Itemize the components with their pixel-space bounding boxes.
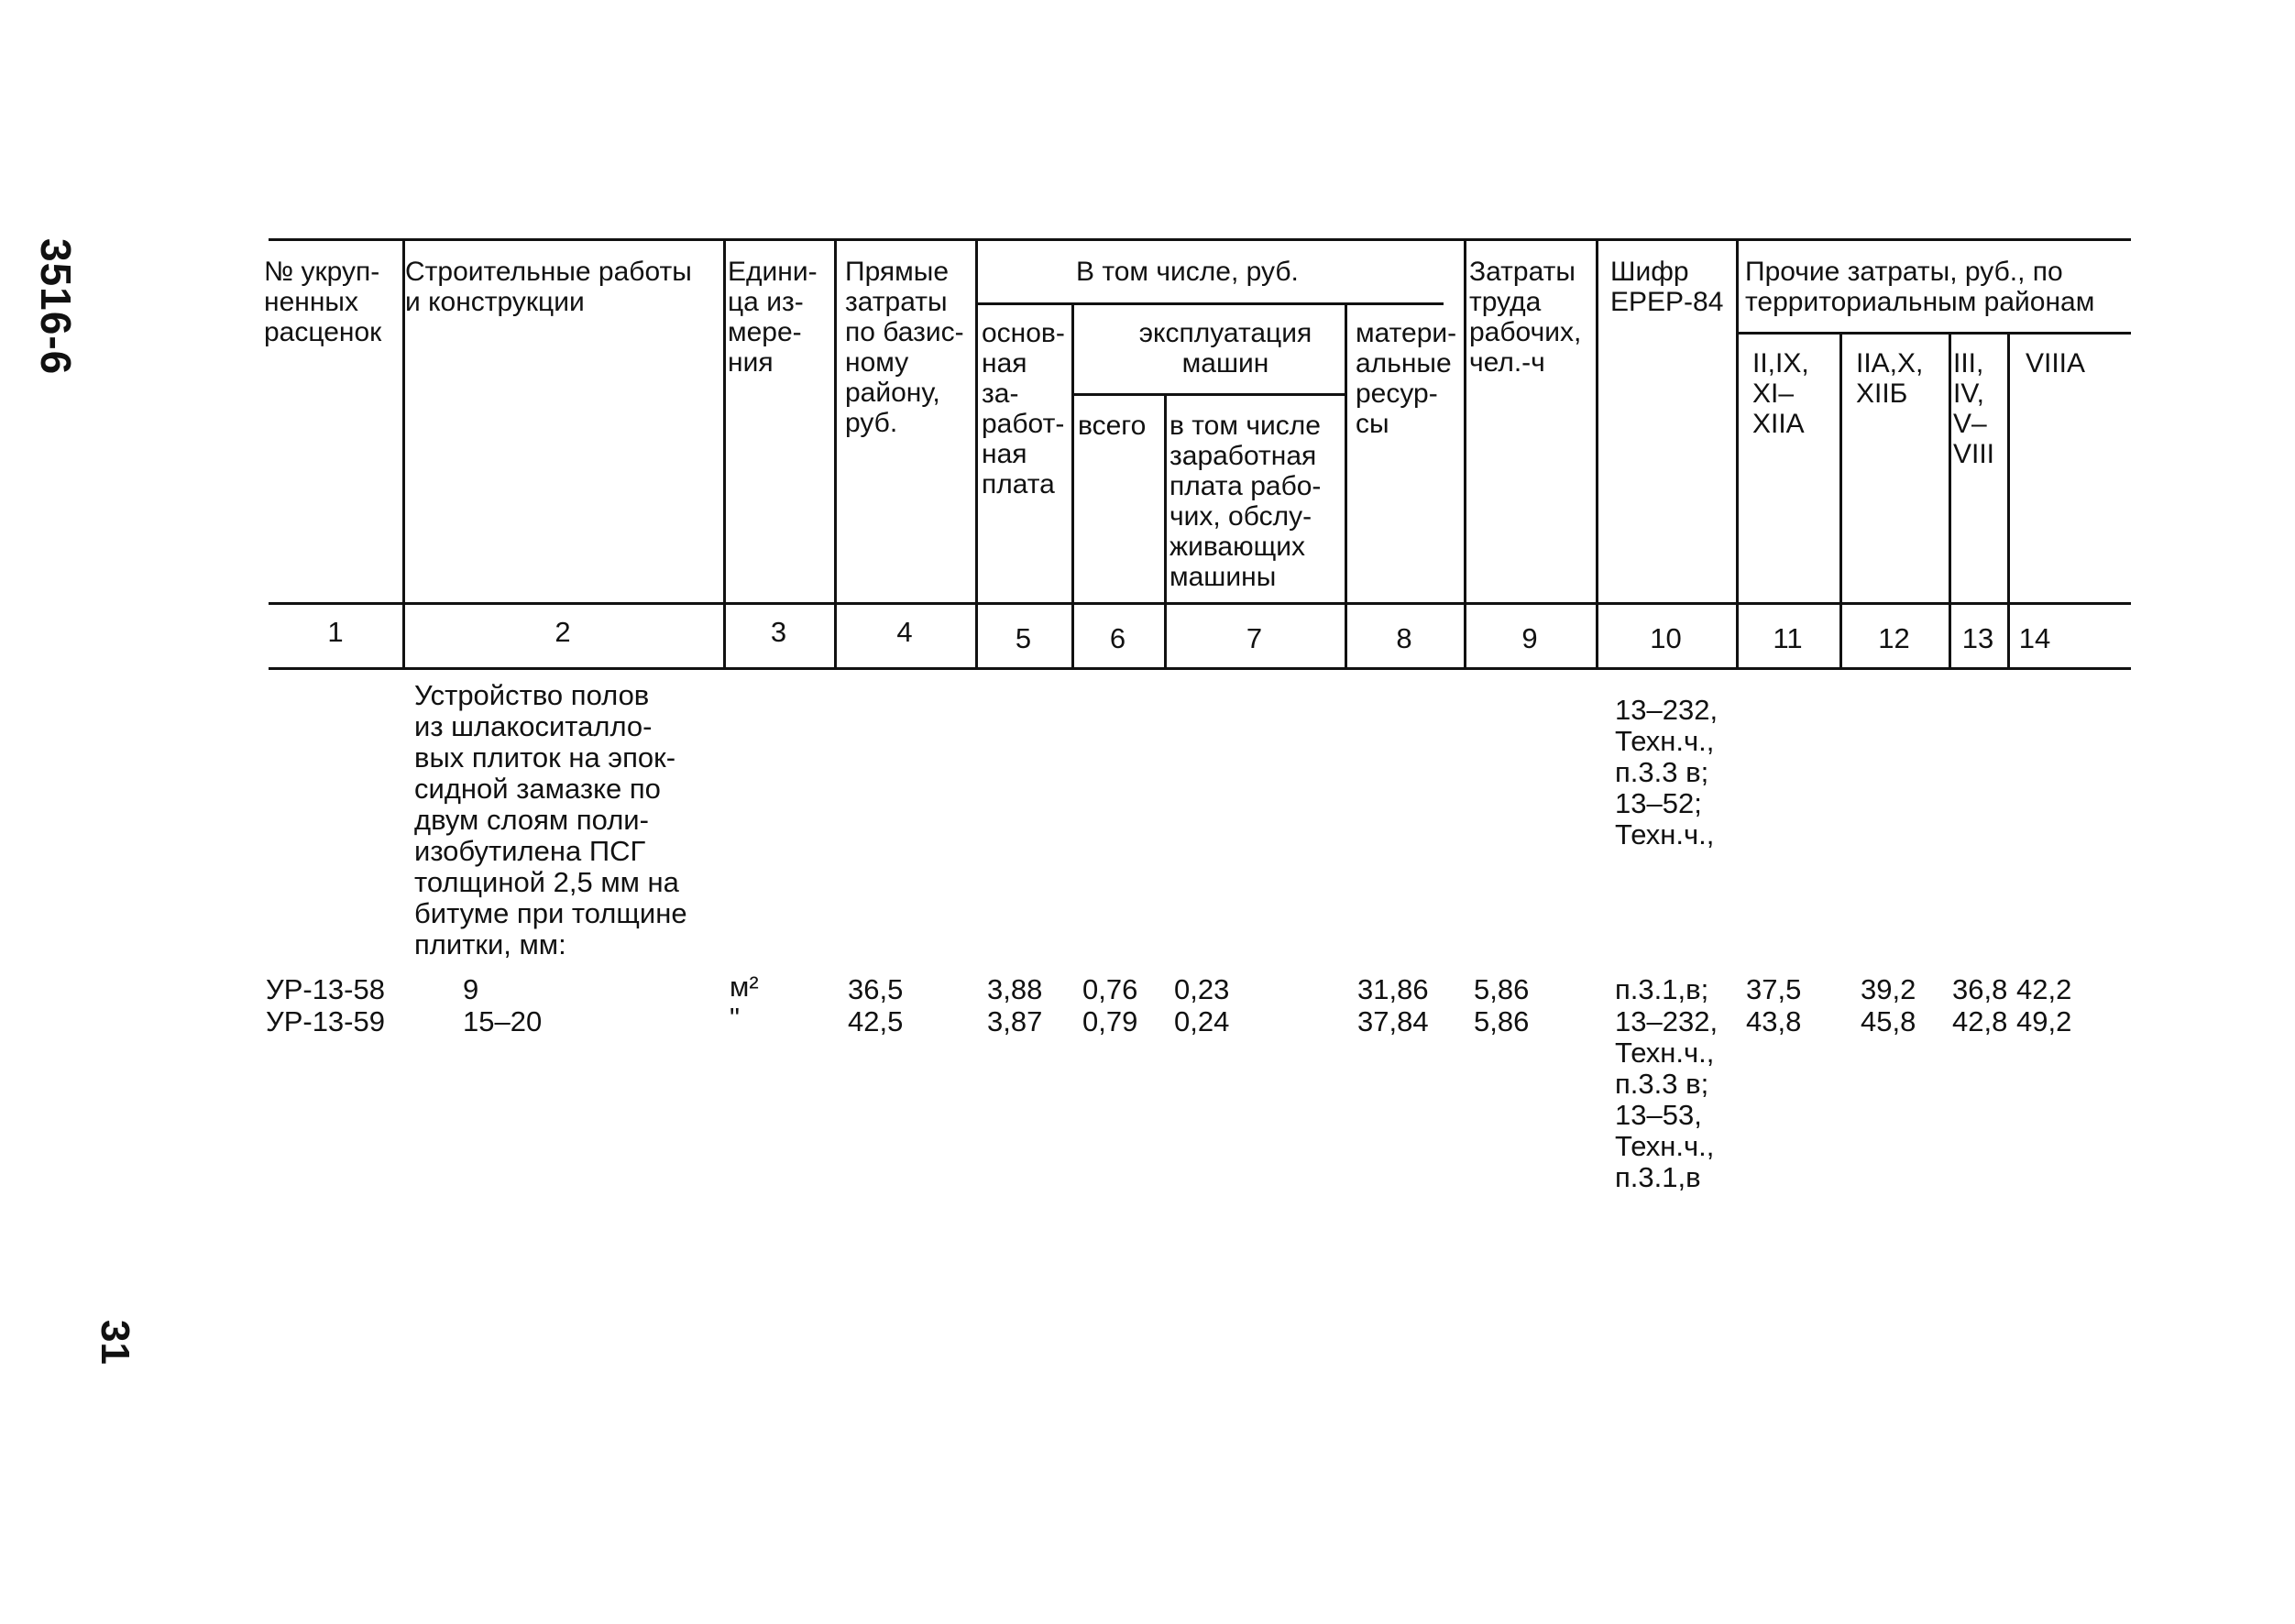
work-thickness: 9 [463, 973, 479, 1005]
header-including-group: В том числе, руб. [1076, 257, 1299, 287]
column-number: 11 [1773, 622, 1803, 654]
col-divider [1071, 302, 1074, 667]
document-code: 3516-6 [32, 238, 80, 376]
unit: " [730, 1002, 741, 1034]
materials: 31,86 [1357, 973, 1429, 1005]
col-divider [1949, 332, 1951, 667]
column-number: 13 [1961, 622, 1994, 654]
column-number: 9 [1521, 622, 1538, 654]
col-divider [834, 238, 837, 667]
rate-id: УР-13-59 [266, 1005, 385, 1037]
column-number: 1 [327, 616, 344, 648]
district-12: 45,8 [1861, 1005, 1916, 1037]
header-base-wage: основ- ная за- работ- ная плата [982, 318, 1065, 499]
district-12: 39,2 [1861, 973, 1916, 1005]
materials: 37,84 [1357, 1005, 1429, 1037]
header-direct-costs: Прямые затраты по базис- ному району, руб. [845, 257, 964, 438]
unit: м² [730, 971, 759, 1003]
machine-wage: 0,24 [1174, 1005, 1230, 1037]
column-number: 10 [1650, 622, 1682, 654]
rate-id: УР-13-58 [266, 973, 385, 1005]
code: 13–232, Техн.ч., п.3.3 в; 13–53, Техн.ч., п.3.1,в [1615, 1005, 1719, 1193]
labor: 5,86 [1474, 973, 1530, 1005]
district-11: 37,5 [1746, 973, 1802, 1005]
col-divider [1736, 238, 1739, 667]
column-number: 8 [1396, 622, 1412, 654]
col-divider [1464, 238, 1466, 667]
header-district-14: VIIIA [2026, 348, 2086, 379]
work-thickness: 15–20 [463, 1005, 543, 1037]
column-number: 3 [770, 616, 787, 648]
header-machine-wage: в том числе заработная плата рабо- чих, обслу- живающих машины [1169, 411, 1322, 592]
base-wage: 3,87 [987, 1005, 1043, 1037]
column-number: 12 [1878, 622, 1910, 654]
col-divider [975, 238, 978, 667]
labor: 5,86 [1474, 1005, 1530, 1037]
direct-costs: 42,5 [848, 1005, 904, 1037]
base-wage: 3,88 [987, 973, 1043, 1005]
col-divider [1596, 238, 1598, 667]
header-rate-number: № укруп- ненных расценок [264, 257, 382, 347]
incl-group-rule [978, 302, 1444, 305]
district-13: 42,8 [1952, 1005, 2008, 1037]
header-other-costs-group: Прочие затраты, руб., по территориальным районам [1745, 257, 2095, 317]
column-number: 2 [555, 616, 571, 648]
header-materials: матери- альные ресур- сы [1356, 318, 1457, 439]
machine-total: 0,76 [1082, 973, 1138, 1005]
section-code: 13–232, Техн.ч., п.3.3 в; 13–52; Техн.ч., [1615, 694, 1719, 850]
direct-costs: 36,5 [848, 973, 904, 1005]
header-bottom-rule [269, 602, 2131, 605]
header-district-12: IIA,X, XIIБ [1856, 348, 1924, 409]
header-machine-total: всего [1078, 411, 1147, 441]
column-number: 5 [1015, 622, 1032, 654]
column-number: 6 [1109, 622, 1126, 654]
column-number: 4 [896, 616, 913, 648]
section-description: Устройство полов из шлакоситалло- вых плиток на эпок- сидной замазке по двум слоям поли- изобутилена ПСГ толщиной 2,5 мм на битуме при толщине плитки, мм: [414, 679, 687, 960]
district-13: 36,8 [1952, 973, 2008, 1005]
column-number: 14 [2018, 622, 2051, 654]
header-works: Строительные работы и конструкции [405, 257, 692, 317]
col-divider [2007, 332, 2010, 667]
header-code: Шифр ЕРЕР-84 [1610, 257, 1724, 317]
exploit-group-rule [1071, 393, 1345, 396]
district-14: 49,2 [2016, 1005, 2072, 1037]
col-divider [723, 238, 726, 667]
header-district-13: III, IV, V– VIII [1953, 348, 1995, 469]
machine-wage: 0,23 [1174, 973, 1230, 1005]
header-labor: Затраты труда рабочих, чел.-ч [1469, 257, 1582, 378]
district-14: 42,2 [2016, 973, 2072, 1005]
col-divider [1839, 332, 1842, 667]
col-divider [1345, 302, 1347, 667]
district-11: 43,8 [1746, 1005, 1802, 1037]
machine-total: 0,79 [1082, 1005, 1138, 1037]
table-top-rule [269, 238, 2131, 241]
header-district-11: II,IX, XI– XIIA [1752, 348, 1809, 439]
code: п.3.1,в; [1615, 973, 1709, 1005]
number-row-bottom-rule [269, 667, 2131, 670]
column-number: 7 [1246, 622, 1263, 654]
header-unit: Едини- ца из- мере- ния [728, 257, 818, 378]
page-number: 31 [93, 1320, 137, 1365]
header-machine-exploitation: эксплуатация машин [1138, 318, 1312, 379]
other-group-rule [1736, 332, 2131, 335]
